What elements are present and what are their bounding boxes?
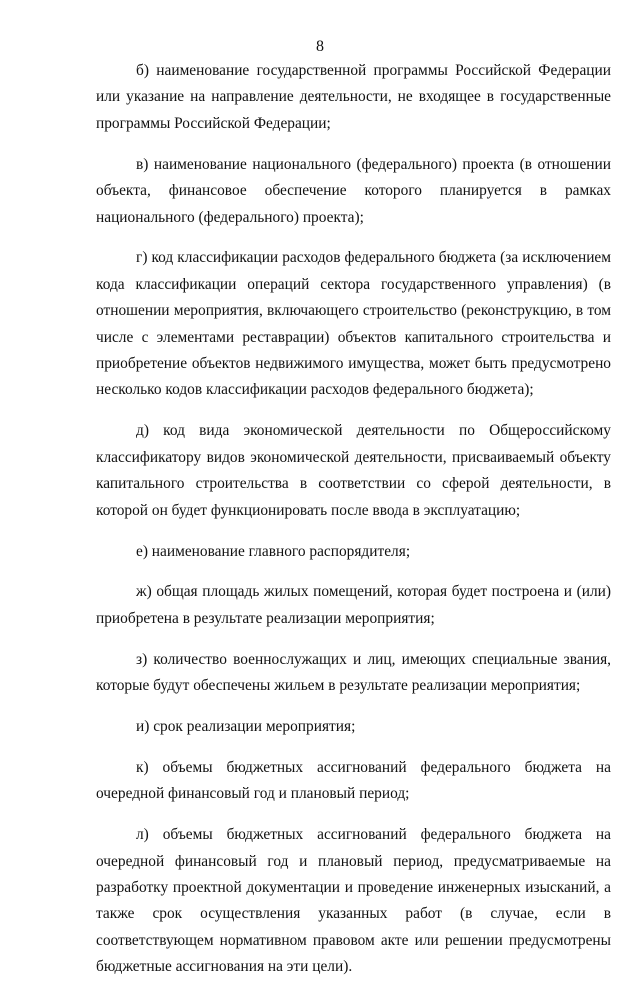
paragraph-z: з) количество военнослужащих и лиц, имеющих специальные звания, которые будут обеспечены жильем в результате реализации мероприятия;: [96, 650, 611, 695]
paragraph-k: к) объемы бюджетных ассигнований федерального бюджета на очередной финансовый год и плановый период;: [96, 758, 611, 803]
paragraph-zh: ж) общая площадь жилых помещений, которая будет построена и (или) приобретена в результате реализации мероприятия;: [96, 583, 611, 627]
paragraph-d: д) код вида экономической деятельности по Общероссийскому классификатору видов экономической деятельности, присваиваемый объекту капитального строительства в соответствии со сферой деятельности, в которой он будет функционировать после ввода в эксплуатацию;: [96, 422, 611, 519]
page-number: 8: [316, 38, 324, 55]
paragraph-l: л) объемы бюджетных ассигнований федерального бюджета на очередной финансовый год и плановый период, предусматриваемые на разработку проектной документации и проведение инженерных изысканий, а также срок осуществления указанных работ (в случае, если в соответствующем нормативном правовом акте или решении предусмотрены бюджетные ассигнования на эти цели).: [96, 826, 611, 976]
document-body: [96, 58, 611, 995]
paragraph-v: в) наименование национального (федерального) проекта (в отношении объекта, финансовое обеспечение которого планируется в рамках национального (федерального) проекта);: [96, 155, 611, 226]
paragraph-b: б) наименование государственной программы Российской Федерации или указание на направление деятельности, не входящее в государственные программы Российской Федерации;: [96, 62, 611, 132]
paragraph-g: г) код классификации расходов федерального бюджета (за исключением кода классификации операций сектора государственного управления) (в отношении мероприятия, включающего строительство (реконструкцию, в том числе с элементами реставрации) объектов капитального строительства и приобретение объектов недвижимого имущества, может быть предусмотрено несколько кодов классификации расходов федерального бюджета);: [96, 249, 611, 399]
paragraph-i: и) срок реализации мероприятия;: [136, 718, 356, 736]
paragraph-e: е) наименование главного распорядителя;: [136, 542, 411, 560]
